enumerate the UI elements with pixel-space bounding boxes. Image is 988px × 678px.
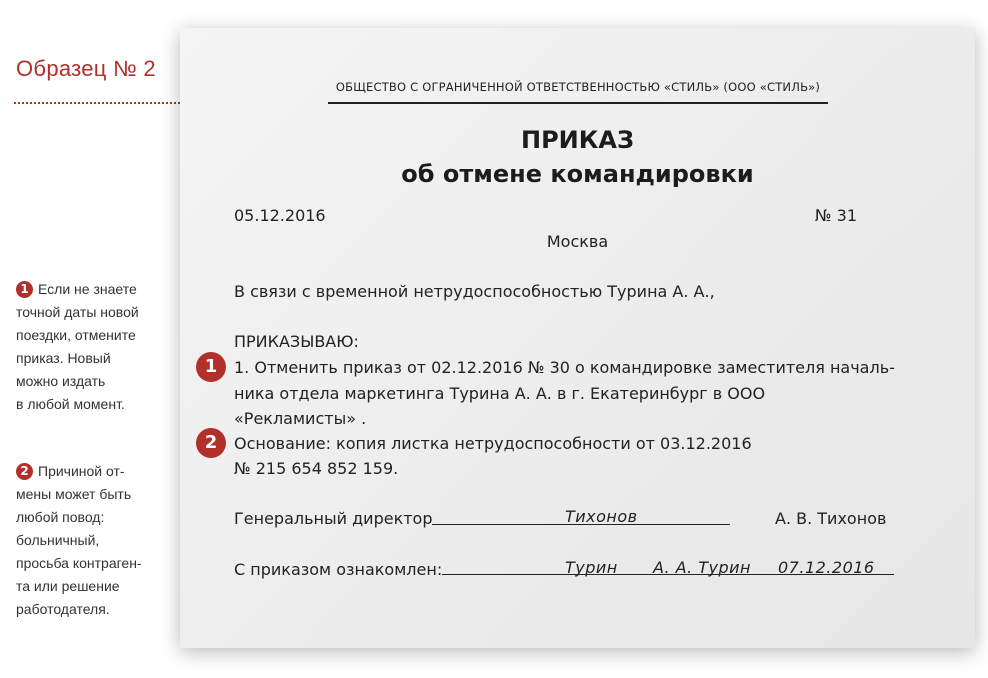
note-2-line: мены может быть <box>16 486 132 502</box>
side-note-2 <box>16 460 171 621</box>
document-subtitle: об отмене командировки <box>401 160 754 188</box>
point-1-line: 1. Отменить приказ от 02.12.2016 № 30 о командировке заместителя началь- <box>234 358 895 377</box>
point-2-badge: 2 <box>196 428 226 458</box>
point-1-badge: 1 <box>196 352 226 382</box>
note-2-badge: 2 <box>16 463 33 480</box>
note-2-line: Причиной от- <box>38 463 125 479</box>
ack-date: 07.12.2016 <box>778 558 875 577</box>
side-note-1 <box>16 278 171 416</box>
order-word: ПРИКАЗЫВАЮ: <box>234 332 359 351</box>
document-date: 05.12.2016 <box>234 206 326 225</box>
document-number: № 31 <box>814 206 857 225</box>
note-2-line: больничный, <box>16 532 100 548</box>
note-2-line: работодателя. <box>16 601 110 617</box>
company-name: ОБЩЕСТВО С ОГРАНИЧЕННОЙ ОТВЕТСТВЕННОСТЬЮ «СТИЛЬ» (ООО «СТИЛЬ») <box>328 80 828 104</box>
note-1-line: поездки, отмените <box>16 327 136 343</box>
document-title: ПРИКАЗ <box>520 126 634 154</box>
director-signature: Тихонов <box>565 507 638 526</box>
basis-line: Основание: копия листка нетрудоспособности от 03.12.2016 <box>234 434 752 453</box>
note-1-line: Если не знаете <box>38 281 137 297</box>
basis-line: № 215 654 852 159. <box>234 459 399 478</box>
director-name: А. В. Тихонов <box>775 509 887 528</box>
ack-signature: Турин <box>565 558 618 577</box>
sample-title: Образец № 2 <box>16 56 156 81</box>
note-1-line: точной даты новой <box>16 304 139 320</box>
ack-name: А. А. Турин <box>653 558 751 577</box>
director-label: Генеральный директор <box>234 509 433 528</box>
note-1-badge: 1 <box>16 281 33 298</box>
note-1-line: в любой момент. <box>16 396 125 412</box>
note-2-line: любой повод: <box>16 509 105 525</box>
note-1-line: можно издать <box>16 373 106 389</box>
reason-text: В связи с временной нетрудоспособностью Турина А. А., <box>234 282 715 301</box>
ack-label: С приказом ознакомлен: <box>234 560 443 579</box>
document-paper <box>180 28 975 648</box>
point-1-line: ника отдела маркетинга Турина А. А. в г. Екатеринбург в ООО <box>234 384 766 403</box>
note-1-line: приказ. Новый <box>16 350 111 366</box>
dotted-divider <box>14 102 180 104</box>
note-2-line: просьба контраген- <box>16 555 142 571</box>
note-2-line: та или решение <box>16 578 120 594</box>
document-city: Москва <box>546 232 609 251</box>
point-1-line: «Рекламисты» . <box>234 409 367 428</box>
